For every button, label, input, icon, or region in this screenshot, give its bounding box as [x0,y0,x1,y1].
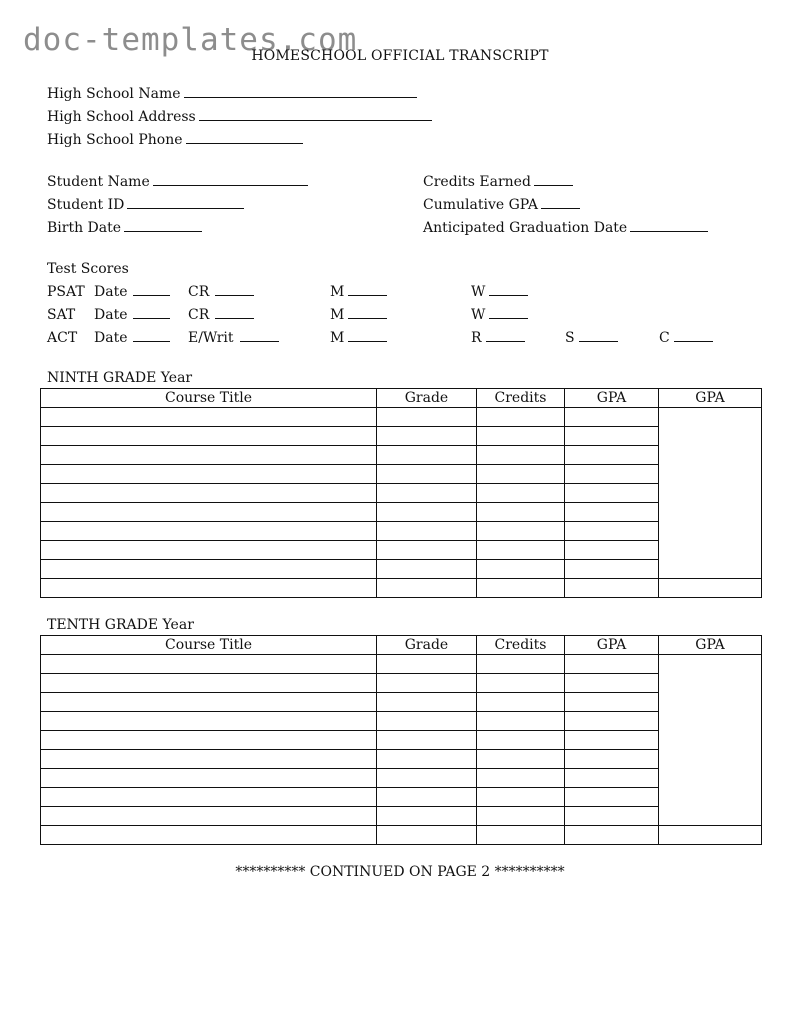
gpa-cell[interactable] [565,712,659,731]
gpa-cell[interactable] [565,693,659,712]
gpa-cell[interactable] [565,484,659,503]
credits-cell[interactable] [477,484,565,503]
grade-cell[interactable] [377,750,477,769]
credits-cell[interactable] [477,712,565,731]
credits-cell[interactable] [477,522,565,541]
school-phone-row [47,131,303,149]
grade-cell[interactable] [377,560,477,579]
birth-date-field[interactable] [124,219,202,232]
column-header-course-title: Course Title [41,389,377,408]
student-id-row [47,196,244,214]
grade-cell[interactable] [377,484,477,503]
act-r: R [471,329,525,347]
table-row [41,750,762,769]
credits-cell[interactable] [477,541,565,560]
course-title-cell[interactable] [41,408,377,427]
credits-cell[interactable] [477,674,565,693]
test-scores-heading: Test Scores [47,261,129,277]
psat-date-field[interactable] [133,283,170,296]
credits-cell[interactable] [477,560,565,579]
school-address-label: High School Address [47,109,196,125]
credits-cell[interactable] [477,503,565,522]
course-title-cell[interactable] [41,807,377,826]
column-header-gpa-total: GPA [659,636,762,655]
credits-cell[interactable] [477,788,565,807]
sat-w: W [471,306,528,324]
gpa-cell[interactable] [565,731,659,750]
psat-cr: CR [188,283,254,301]
grade-cell[interactable] [377,712,477,731]
psat-m-field[interactable] [348,283,387,296]
act-m: M [330,329,387,347]
grade-cell[interactable] [377,446,477,465]
sat-date-field[interactable] [133,306,170,319]
table-row [41,522,762,541]
student-id-label: Student ID [47,197,125,213]
graduation-date-field[interactable] [630,219,708,232]
credits-earned-row [423,173,573,191]
course-title-cell[interactable] [41,788,377,807]
course-title-cell[interactable] [41,446,377,465]
column-header-gpa: GPA [565,389,659,408]
graduation-date-row [423,219,708,237]
credits-earned-field[interactable] [534,173,573,186]
tenth-grade-heading: TENTH GRADE Year [47,617,194,633]
gpa-cell[interactable] [565,427,659,446]
psat-label: PSAT [47,284,85,300]
table-row [41,446,762,465]
gpa-total-final-cell[interactable] [659,826,762,845]
column-header-credits: Credits [477,389,565,408]
grade-cell[interactable] [377,769,477,788]
course-title-cell[interactable] [41,655,377,674]
grade-cell[interactable] [377,541,477,560]
gpa-cell[interactable] [565,522,659,541]
school-phone-field[interactable] [186,131,303,144]
school-address-field[interactable] [199,108,432,121]
gpa-cell[interactable] [565,541,659,560]
student-name-row [47,173,308,191]
credits-cell[interactable] [477,769,565,788]
gpa-total-final-cell[interactable] [659,579,762,598]
grade-cell[interactable] [377,731,477,750]
table-row [41,655,762,674]
course-title-cell[interactable] [41,503,377,522]
birth-date-label: Birth Date [47,220,122,236]
credits-cell[interactable] [477,655,565,674]
grade-cell[interactable] [377,693,477,712]
gpa-cell[interactable] [565,408,659,427]
psat-w: W [471,283,528,301]
course-title-cell[interactable] [41,731,377,750]
table-row [41,769,762,788]
act-s: S [565,329,618,347]
gpa-cell[interactable] [565,503,659,522]
act-c-field[interactable] [674,329,713,342]
column-header-grade: Grade [377,389,477,408]
course-title-cell[interactable] [41,769,377,788]
student-name-field[interactable] [153,173,308,186]
act-label: ACT [47,330,78,346]
ninth-grade-table [40,388,762,598]
sat-date: Date [94,306,170,324]
ninth-grade-heading: NINTH GRADE Year [47,370,193,386]
credits-cell[interactable] [477,807,565,826]
grade-cell[interactable] [377,465,477,484]
table-row [41,503,762,522]
gpa-cell[interactable] [565,655,659,674]
table-row [41,408,762,427]
table-row [41,579,762,598]
act-s-field[interactable] [579,329,618,342]
table-row [41,807,762,826]
gpa-cell[interactable] [565,560,659,579]
table-row [41,541,762,560]
column-header-course-title: Course Title [41,636,377,655]
grade-cell[interactable] [377,826,477,845]
table-row [41,674,762,693]
table-row [41,484,762,503]
credits-cell[interactable] [477,579,565,598]
school-name-row [47,85,417,103]
credits-cell[interactable] [477,731,565,750]
table-row [41,465,762,484]
course-title-cell[interactable] [41,712,377,731]
gpa-cell[interactable] [565,465,659,484]
tenth-grade-table [40,635,762,845]
grade-cell[interactable] [377,655,477,674]
gpa-cell[interactable] [565,788,659,807]
grade-cell[interactable] [377,788,477,807]
act-r-field[interactable] [486,329,525,342]
page-title: HOMESCHOOL OFFICIAL TRANSCRIPT [251,48,549,64]
course-title-cell[interactable] [41,674,377,693]
gpa-cell[interactable] [565,579,659,598]
school-address-row [47,108,432,126]
course-title-cell[interactable] [41,427,377,446]
student-name-label: Student Name [47,174,150,190]
table-row [41,826,762,845]
school-phone-label: High School Phone [47,132,183,148]
act-date: Date [94,329,170,347]
table-header-row [41,389,762,408]
credits-cell[interactable] [477,446,565,465]
course-title-cell[interactable] [41,750,377,769]
table-row [41,788,762,807]
course-title-cell[interactable] [41,826,377,845]
gpa-cell[interactable] [565,446,659,465]
gpa-cell[interactable] [565,826,659,845]
psat-cr-field[interactable] [215,283,254,296]
course-title-cell[interactable] [41,579,377,598]
course-title-cell[interactable] [41,693,377,712]
cumulative-gpa-row [423,196,580,214]
watermark: doc-templates.com [23,22,358,58]
cumulative-gpa-label: Cumulative GPA [423,197,539,213]
table-row [41,731,762,750]
column-header-credits: Credits [477,636,565,655]
credits-cell[interactable] [477,693,565,712]
credits-cell[interactable] [477,826,565,845]
sat-m-field[interactable] [348,306,387,319]
gpa-cell[interactable] [565,769,659,788]
gpa-total-cell[interactable] [659,655,762,826]
course-title-cell[interactable] [41,484,377,503]
grade-cell[interactable] [377,427,477,446]
grade-cell[interactable] [377,579,477,598]
grade-cell[interactable] [377,674,477,693]
sat-cr: CR [188,306,254,324]
birth-date-row [47,219,202,237]
act-date-field[interactable] [133,329,170,342]
table-header-row [41,636,762,655]
act-m-field[interactable] [348,329,387,342]
credits-earned-label: Credits Earned [423,174,531,190]
student-id-field[interactable] [127,196,244,209]
column-header-gpa: GPA [565,636,659,655]
graduation-date-label: Anticipated Graduation Date [423,220,628,236]
grade-cell[interactable] [377,807,477,826]
gpa-cell[interactable] [565,807,659,826]
course-title-cell[interactable] [41,541,377,560]
school-name-field[interactable] [184,85,417,98]
column-header-grade: Grade [377,636,477,655]
school-name-label: High School Name [47,86,181,102]
table-row [41,427,762,446]
sat-m: M [330,306,387,324]
table-row [41,712,762,731]
psat-m: M [330,283,387,301]
credits-cell[interactable] [477,408,565,427]
credits-cell[interactable] [477,427,565,446]
gpa-total-cell[interactable] [659,408,762,579]
continued-note: ********** CONTINUED ON PAGE 2 ********** [235,864,565,880]
act-c: C [659,329,713,347]
grade-cell[interactable] [377,522,477,541]
table-row [41,560,762,579]
credits-cell[interactable] [477,465,565,484]
act-ewrit: E/Writ [188,329,279,347]
psat-w-field[interactable] [489,283,528,296]
course-title-cell[interactable] [41,465,377,484]
psat-date: Date [94,283,170,301]
gpa-cell[interactable] [565,750,659,769]
column-header-gpa-total: GPA [659,389,762,408]
table-row [41,693,762,712]
act-ewrit-field[interactable] [240,329,279,342]
grade-cell[interactable] [377,503,477,522]
course-title-cell[interactable] [41,560,377,579]
sat-label: SAT [47,307,76,323]
course-title-cell[interactable] [41,522,377,541]
gpa-cell[interactable] [565,674,659,693]
sat-cr-field[interactable] [215,306,254,319]
cumulative-gpa-field[interactable] [541,196,580,209]
sat-w-field[interactable] [489,306,528,319]
credits-cell[interactable] [477,750,565,769]
grade-cell[interactable] [377,408,477,427]
